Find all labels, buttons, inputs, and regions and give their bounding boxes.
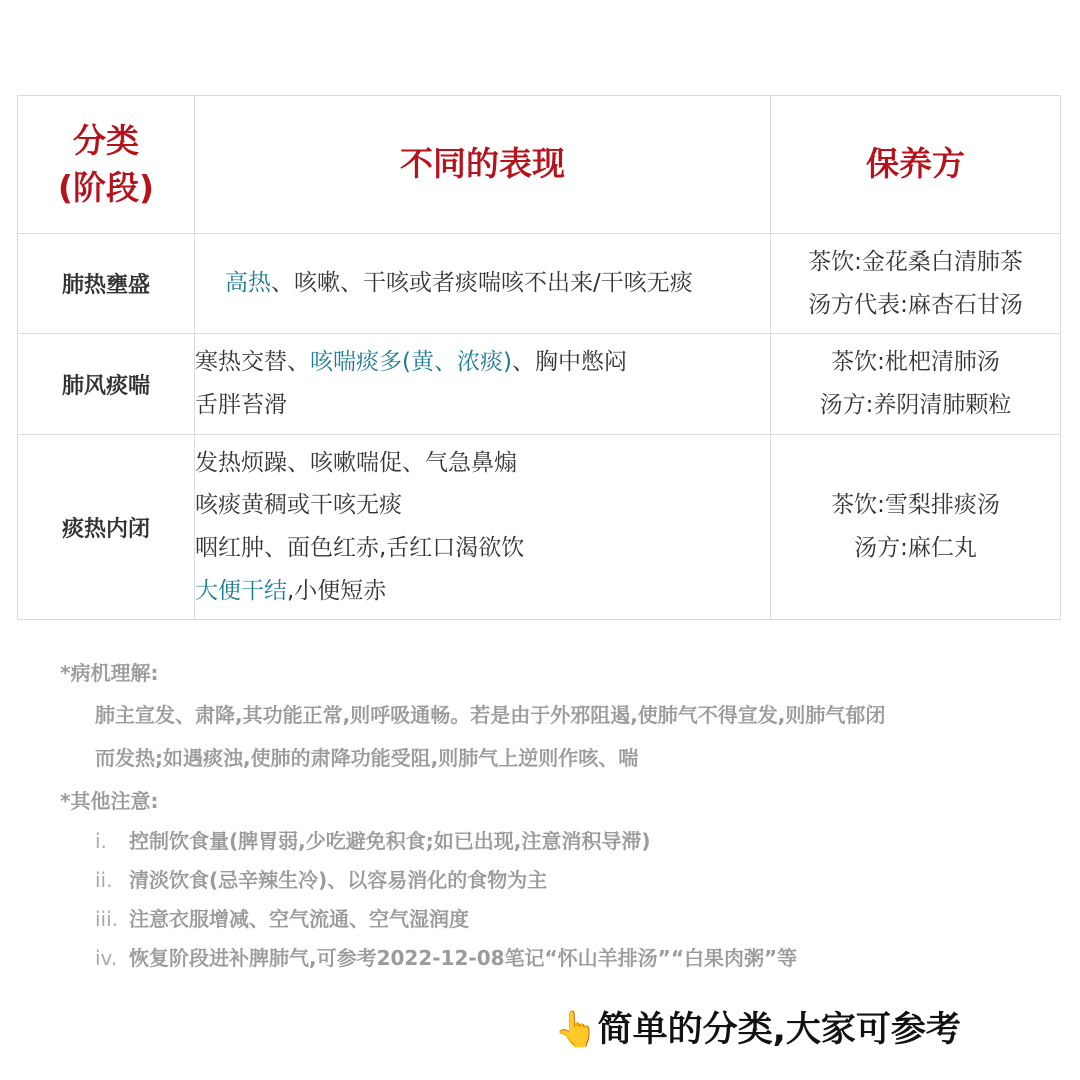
table-row	[18, 435, 1061, 620]
symptom-text: ,小便短赤	[287, 577, 387, 604]
pathology-title: *病机理解:	[60, 661, 159, 685]
notes-section	[60, 652, 1060, 978]
symptom-line: 咽红肿、面色红赤,舌红口渴欲饮	[195, 535, 525, 561]
list-item-text: 控制饮食量(脾胃弱,少吃避免积食;如已出现,注意消积导滞)	[129, 829, 651, 853]
symptom-text: 、咳嗽、干咳或者痰喘咳不出来/干咳无痰	[271, 270, 693, 297]
header-category	[18, 96, 195, 234]
symptom-text: 、胸中憋闷	[511, 349, 627, 376]
footer-text: 简单的分类,大家可参考	[597, 1010, 961, 1050]
remedy-line: 汤方:麻仁丸	[854, 535, 977, 561]
row-remedy	[771, 334, 1061, 435]
other-notes-title: *其他注意:	[60, 789, 159, 813]
list-item	[60, 822, 1060, 861]
row-remedy	[771, 234, 1061, 334]
list-item-number: i.	[95, 829, 107, 853]
row-category: 肺热壅盛	[18, 234, 195, 334]
header-category-line1: 分类	[73, 121, 139, 161]
row-category: 肺风痰喘	[18, 334, 195, 435]
row-symptoms	[195, 334, 771, 435]
list-item-number: iv.	[95, 946, 118, 970]
table-header-row	[18, 96, 1061, 234]
row-symptoms	[195, 435, 771, 620]
list-item-number: iii.	[95, 907, 119, 931]
table-row	[18, 234, 1061, 334]
list-item	[60, 939, 1060, 978]
symptom-line: 咳痰黄稠或干咳无痰	[195, 492, 402, 519]
pointing-up-icon: 👆	[554, 1010, 598, 1050]
symptom-line	[195, 341, 770, 384]
symptom-text: 寒热交替、	[195, 349, 310, 376]
list-item-text: 清淡饮食(忌辛辣生冷)、以容易消化的食物为主	[129, 868, 548, 892]
remedy-line: 汤方代表:麻杏石甘汤	[808, 291, 1023, 318]
header-symptoms: 不同的表现	[195, 96, 771, 234]
header-remedy: 保养方	[771, 96, 1061, 234]
remedy-table	[17, 95, 1061, 620]
table-row	[18, 334, 1061, 435]
header-category-line2: (阶段)	[57, 167, 155, 207]
list-item-text: 恢复阶段进补脾肺气,可参考2022-12-08笔记“怀山羊排汤”“白果肉粥”等	[129, 946, 798, 970]
remedy-line: 汤方:养阴清肺颗粒	[819, 392, 1012, 418]
list-item	[60, 861, 1060, 900]
list-item-number: ii.	[95, 868, 113, 892]
row-remedy	[771, 435, 1061, 620]
symptom-highlight: 咳喘痰多(黄、浓痰)	[310, 349, 512, 376]
footer-caption	[554, 1002, 961, 1052]
symptom-line: 发热烦躁、咳嗽喘促、气急鼻煽	[195, 449, 517, 476]
remedy-line: 茶饮:枇杷清肺汤	[831, 349, 1000, 376]
symptom-line: 舌胖苔滑	[195, 392, 287, 418]
list-item-text: 注意衣服增减、空气流通、空气湿润度	[129, 907, 469, 931]
row-symptoms	[195, 234, 771, 334]
list-item	[60, 900, 1060, 939]
symptom-highlight: 高热	[225, 270, 271, 297]
symptom-line	[195, 570, 770, 613]
pathology-line: 肺主宣发、肃降,其功能正常,则呼吸通畅。若是由于外邪阻遏,使肺气不得宣发,则肺气郁闭	[95, 703, 886, 727]
symptom-highlight: 大便干结	[195, 577, 287, 604]
row-category: 痰热内闭	[18, 435, 195, 620]
pathology-line: 而发热;如遇痰浊,使肺的肃降功能受阻,则肺气上逆则作咳、喘	[95, 746, 639, 770]
remedy-line: 茶饮:金花桑白清肺茶	[808, 248, 1023, 275]
pathology-text	[60, 694, 1060, 780]
remedy-line: 茶饮:雪梨排痰汤	[831, 492, 1000, 519]
